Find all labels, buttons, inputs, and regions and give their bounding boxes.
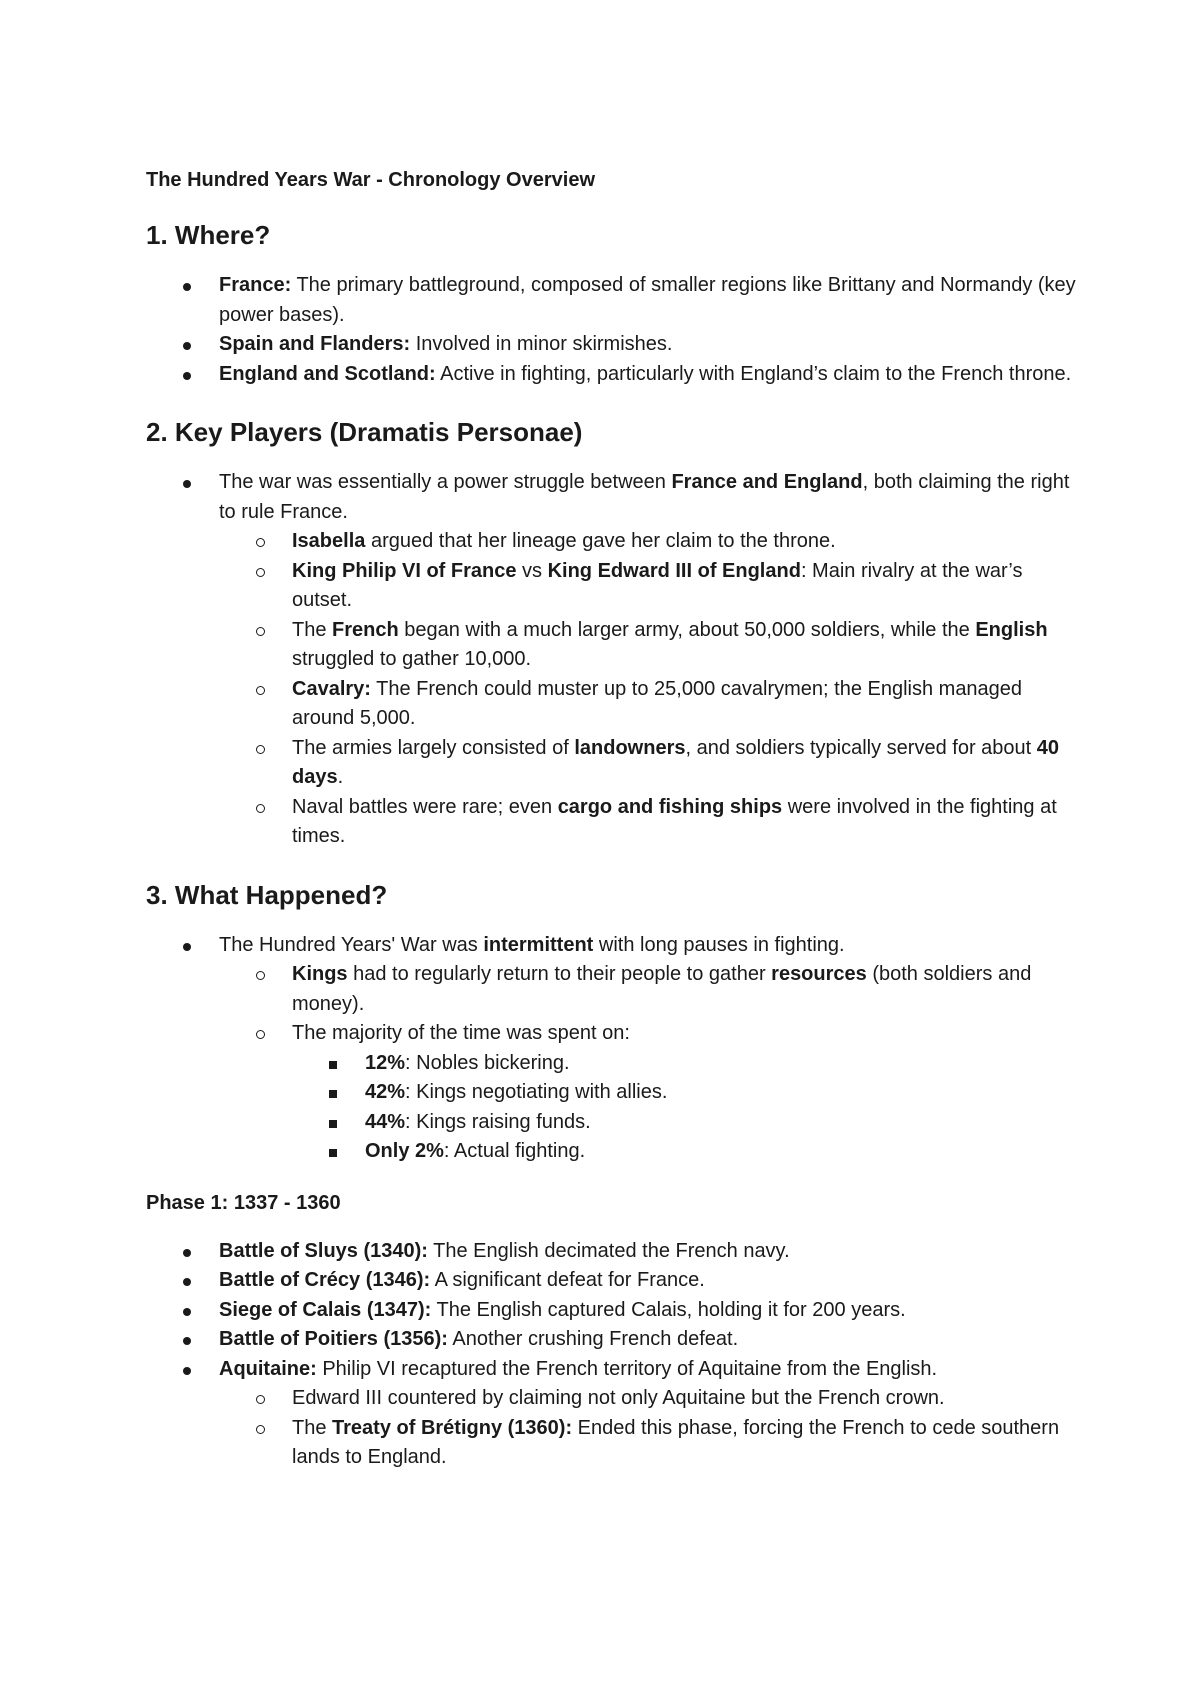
list-item: The French began with a much larger army, about 50,000 soldiers, while the English struggled to gather 10,000. (219, 616, 1076, 675)
list-item: 44%: Kings raising funds. (292, 1108, 1076, 1138)
players-sublist (146, 527, 1076, 852)
square-bullet-icon (329, 1137, 337, 1167)
list-item: Cavalry: The French could muster up to 25,000 cavalrymen; the English managed around 5,000. (219, 675, 1076, 734)
circle-bullet-icon (256, 527, 265, 557)
heading-key-players: 2. Key Players (Dramatis Personae) (146, 417, 583, 447)
list-item: Battle of Crécy (1346): A significant defeat for France. (146, 1266, 1076, 1296)
circle-bullet-icon (256, 1414, 265, 1444)
bullet-icon (183, 1296, 191, 1326)
circle-bullet-icon (256, 557, 265, 587)
bullet-icon (183, 1355, 191, 1385)
phase1-list (146, 1237, 1076, 1473)
document-title: The Hundred Years War - Chronology Overview (146, 169, 595, 191)
heading-phase-1: Phase 1: 1337 - 1360 (146, 1191, 341, 1214)
happened-list (146, 931, 1076, 1167)
bullet-icon (183, 1266, 191, 1296)
list-item: Battle of Sluys (1340): The English decimated the French navy. (146, 1237, 1076, 1267)
list-item: The Hundred Years' War was intermittent with long pauses in fighting. Kings had to regularly return to their people to gather resources (both soldiers and money). The majority of the time was spent on: 12%: Nobles bickering. 42%: Kings negotiating with allies. 44%: Kings raising funds. Only 2%: Actual fighting. (146, 931, 1076, 1167)
square-bullet-icon (329, 1108, 337, 1138)
list-item: France: The primary battleground, composed of smaller regions like Brittany and Normandy (key power bases). (146, 271, 1076, 330)
bullet-icon (183, 931, 191, 961)
list-item: 42%: Kings negotiating with allies. (292, 1078, 1076, 1108)
heading-where: 1. Where? (146, 220, 271, 250)
list-item: Kings had to regularly return to their people to gather resources (both soldiers and money). (219, 960, 1076, 1019)
document-page (146, 168, 1076, 1473)
list-item: Only 2%: Actual fighting. (292, 1137, 1076, 1167)
list-item: The war was essentially a power struggle between France and England, both claiming the right to rule France. Isabella argued that her lineage gave her claim to the throne. King Philip VI of France vs King Edward III of England: Main rivalry at the war’s outset. The French began with a much larger army, about 50,000 soldiers, while the English struggled to gather 10,000. Cavalry: The French could muster up to 25,000 cavalrymen; the English managed around 5,000. The armies largely consisted of landowners, and soldiers typically served for about 40 days. Naval battles were rare; even cargo and fishing ships were involved in the fighting at times. (146, 468, 1076, 852)
circle-bullet-icon (256, 616, 265, 646)
where-list (146, 271, 1076, 389)
square-bullet-icon (329, 1078, 337, 1108)
list-item: Isabella argued that her lineage gave her claim to the throne. (219, 527, 1076, 557)
square-bullet-icon (329, 1049, 337, 1079)
players-list (146, 468, 1076, 852)
list-item: 12%: Nobles bickering. (292, 1049, 1076, 1079)
circle-bullet-icon (256, 675, 265, 705)
list-item: Spain and Flanders: Involved in minor skirmishes. (146, 330, 1076, 360)
list-item: King Philip VI of France vs King Edward III of England: Main rivalry at the war’s outset. (219, 557, 1076, 616)
bullet-icon (183, 271, 191, 301)
happened-sublist (146, 960, 1076, 1167)
list-item: Edward III countered by claiming not only Aquitaine but the French crown. (219, 1384, 1076, 1414)
list-item: Naval battles were rare; even cargo and fishing ships were involved in the fighting at times. (219, 793, 1076, 852)
aquitaine-sublist (146, 1384, 1076, 1473)
bullet-icon (183, 1325, 191, 1355)
circle-bullet-icon (256, 1384, 265, 1414)
circle-bullet-icon (256, 793, 265, 823)
bullet-icon (183, 330, 191, 360)
bullet-icon (183, 1237, 191, 1267)
list-item: Aquitaine: Philip VI recaptured the French territory of Aquitaine from the English. Edward III countered by claiming not only Aquitaine but the French crown. The Treaty of Brétigny (1360): Ended this phase, forcing the French to cede southern lands to England. (146, 1355, 1076, 1473)
time-breakdown-list (292, 1049, 1076, 1167)
heading-what-happened: 3. What Happened? (146, 879, 388, 910)
list-item: The majority of the time was spent on: 12%: Nobles bickering. 42%: Kings negotiating with allies. 44%: Kings raising funds. Only 2%: Actual fighting. (219, 1019, 1076, 1167)
bullet-icon (183, 468, 191, 498)
circle-bullet-icon (256, 1019, 265, 1049)
list-item: England and Scotland: Active in fighting, particularly with England’s claim to the French throne. (146, 360, 1076, 390)
list-item: Battle of Poitiers (1356): Another crushing French defeat. (146, 1325, 1076, 1355)
bullet-icon (183, 360, 191, 390)
list-item: The armies largely consisted of landowners, and soldiers typically served for about 40 days. (219, 734, 1076, 793)
list-item: The Treaty of Brétigny (1360): Ended this phase, forcing the French to cede southern lands to England. (219, 1414, 1076, 1473)
circle-bullet-icon (256, 960, 265, 990)
circle-bullet-icon (256, 734, 265, 764)
list-item: Siege of Calais (1347): The English captured Calais, holding it for 200 years. (146, 1296, 1076, 1326)
